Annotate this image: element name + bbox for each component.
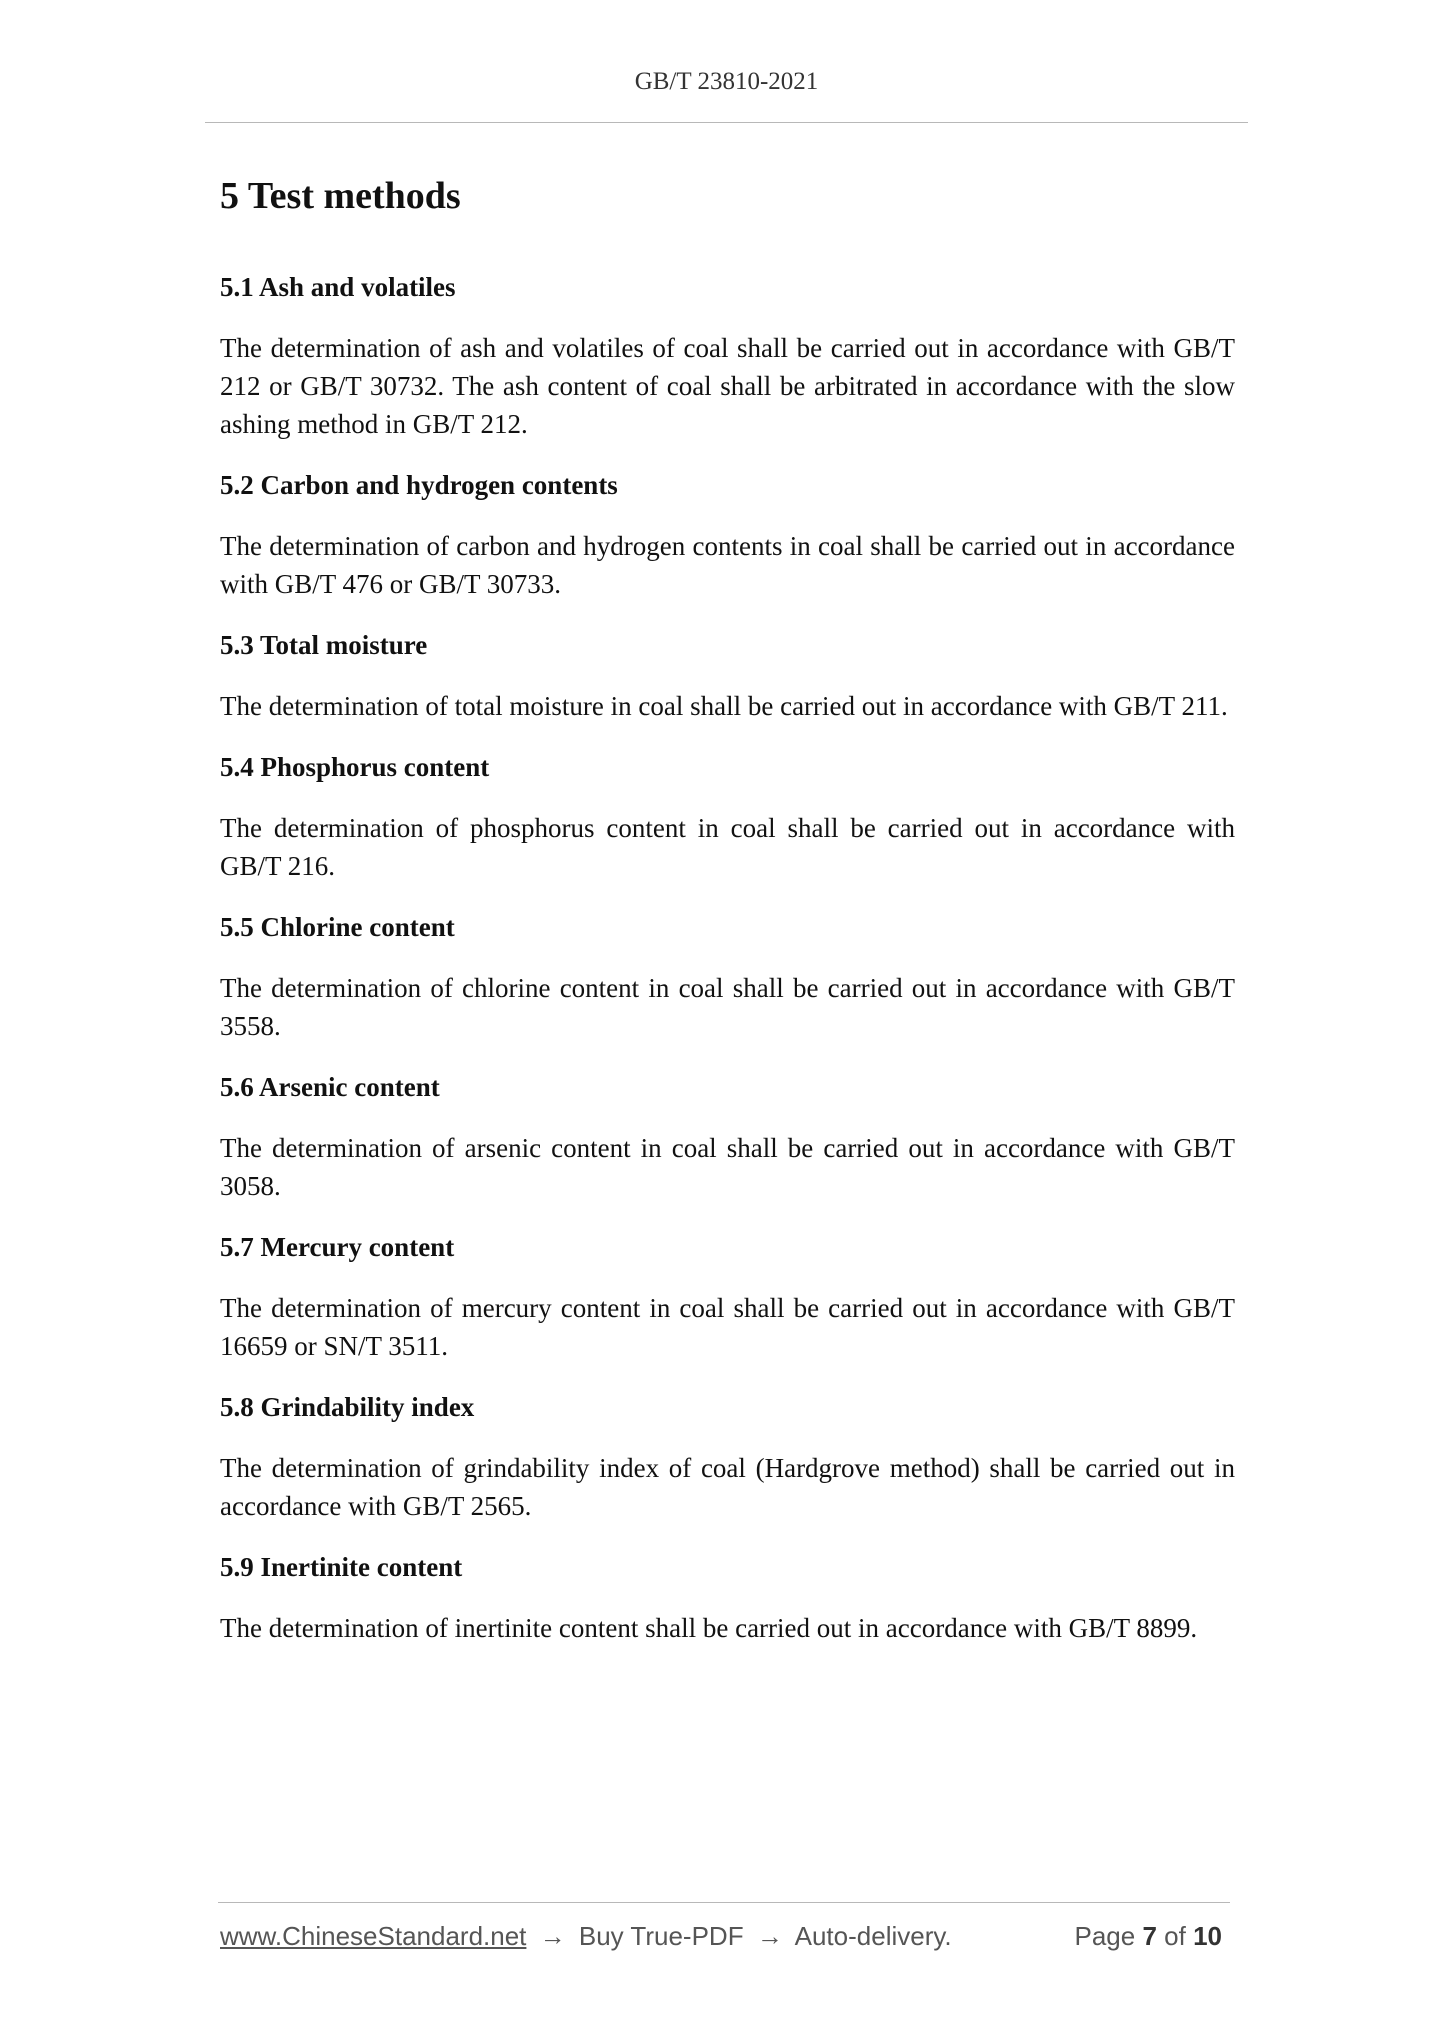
section-5-9 — [220, 1548, 1235, 1647]
section-body: The determination of inertinite content shall be carried out in accordance with GB/T 8899. — [220, 1613, 1198, 1643]
footer-divider — [218, 1902, 1230, 1903]
header-divider — [205, 122, 1248, 123]
section-heading: 5.1 Ash and volatiles — [220, 272, 456, 302]
section-5-5 — [220, 908, 1235, 1045]
section-body: The determination of mercury content in coal shall be carried out in accordance with GB/T 16659 or SN/T 3511. — [220, 1293, 1235, 1361]
document-body — [220, 168, 1235, 1670]
website-link[interactable]: www.ChineseStandard.net — [220, 1921, 527, 1951]
section-heading: 5.4 Phosphorus content — [220, 752, 490, 782]
page-header: GB/T 23810-2021 — [634, 68, 819, 95]
auto-delivery-text: Auto-delivery. — [794, 1921, 952, 1951]
page-current: 7 — [1142, 1921, 1157, 1951]
chapter-title: 5 Test methods — [220, 175, 461, 217]
section-heading: 5.9 Inertinite content — [220, 1552, 463, 1582]
section-heading: 5.2 Carbon and hydrogen contents — [220, 470, 618, 500]
footer-promo — [220, 1921, 952, 1952]
section-body: The determination of total moisture in coal shall be carried out in accordance with GB/T 211. — [220, 691, 1228, 721]
page-of-label: of — [1164, 1921, 1186, 1951]
section-body: The determination of carbon and hydrogen contents in coal shall be carried out in accordance with GB/T 476 or GB/T 30733. — [220, 531, 1235, 599]
section-5-4 — [220, 748, 1235, 885]
arrow-right-icon: → — [539, 1921, 566, 1951]
page-total: 10 — [1193, 1921, 1222, 1951]
section-heading: 5.8 Grindability index — [220, 1392, 475, 1422]
section-5-1 — [220, 268, 1235, 443]
arrow-right-icon: → — [756, 1921, 783, 1951]
section-5-7 — [220, 1228, 1235, 1365]
buy-true-pdf-text: Buy True-PDF — [578, 1921, 744, 1951]
section-heading: 5.5 Chlorine content — [220, 912, 455, 942]
section-5-6 — [220, 1068, 1235, 1205]
section-5-8 — [220, 1388, 1235, 1525]
section-body: The determination of grindability index of coal (Hardgrove method) shall be carried out in accordance with GB/T 2565. — [220, 1453, 1235, 1521]
section-5-3 — [220, 626, 1235, 725]
page-label: Page — [1074, 1921, 1136, 1951]
section-body: The determination of ash and volatiles of coal shall be carried out in accordance with GB/T 212 or GB/T 30732. The ash content of coal shall be arbitrated in accordance with the slow ashing method in GB/T 212. — [220, 333, 1235, 439]
section-heading: 5.6 Arsenic content — [220, 1072, 440, 1102]
page-number — [1074, 1921, 1222, 1952]
section-heading: 5.3 Total moisture — [220, 630, 428, 660]
section-body: The determination of arsenic content in coal shall be carried out in accordance with GB/T 3058. — [220, 1133, 1235, 1201]
section-body: The determination of chlorine content in coal shall be carried out in accordance with GB/T 3558. — [220, 973, 1235, 1041]
section-heading: 5.7 Mercury content — [220, 1232, 455, 1262]
page-footer — [220, 1921, 1230, 1961]
section-5-2 — [220, 466, 1235, 603]
section-body: The determination of phosphorus content in coal shall be carried out in accordance with GB/T 216. — [220, 813, 1235, 881]
